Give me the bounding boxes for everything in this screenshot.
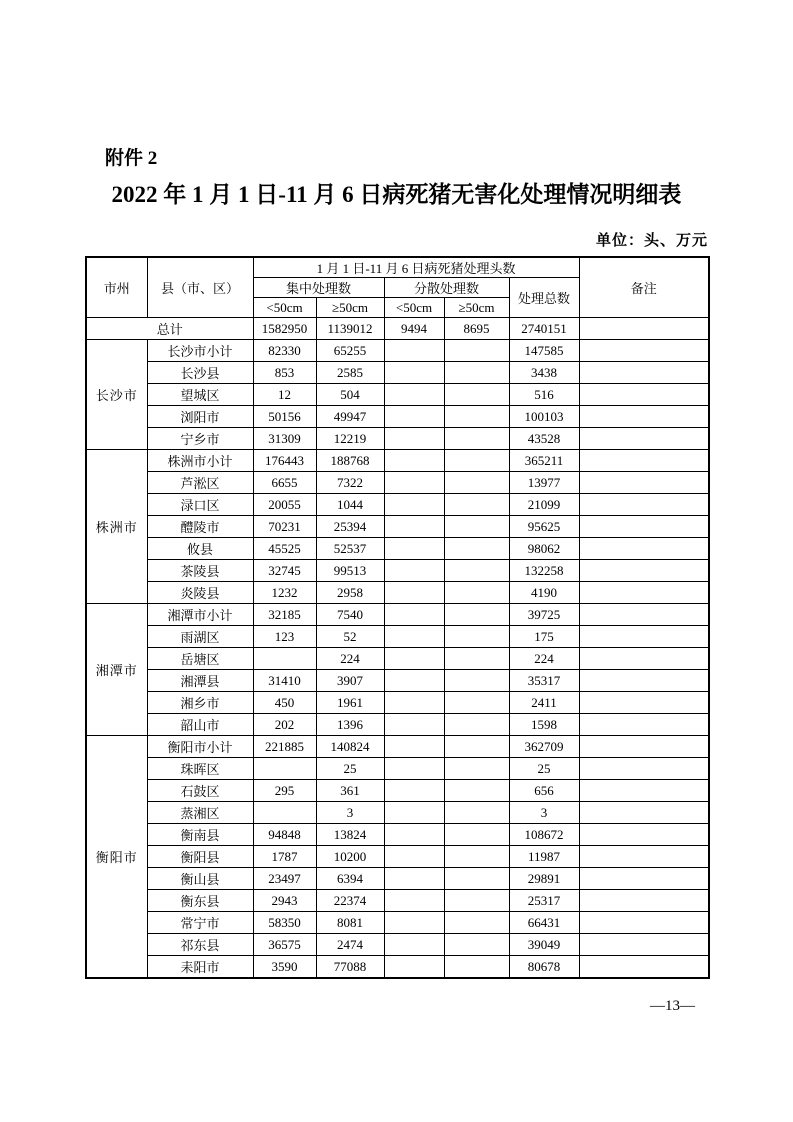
table-row: [86, 802, 709, 824]
cell-value: 8081: [316, 912, 384, 934]
cell-value: [384, 802, 444, 824]
cell-county: 蒸湘区: [147, 802, 253, 824]
cell-value: 2740151: [509, 318, 579, 340]
table-header: [86, 257, 709, 318]
cell-value: 43528: [509, 428, 579, 450]
cell-county: 长沙市小计: [147, 340, 253, 362]
cell-value: 2411: [509, 692, 579, 714]
cell-remark: [579, 758, 709, 780]
table-row: [86, 956, 709, 979]
cell-value: 7540: [316, 604, 384, 626]
cell-county: 炎陵县: [147, 582, 253, 604]
cell-value: [444, 516, 509, 538]
cell-value: [384, 692, 444, 714]
cell-value: [444, 538, 509, 560]
attachment-label: 附件 2: [105, 148, 158, 169]
table-row: [86, 824, 709, 846]
cell-value: [444, 846, 509, 868]
cell-value: [384, 560, 444, 582]
cell-value: 35317: [509, 670, 579, 692]
cell-remark: [579, 802, 709, 824]
header-centralized: 集中处理数: [253, 278, 384, 298]
cell-remark: [579, 428, 709, 450]
cell-value: [384, 670, 444, 692]
cell-county: 长沙县: [147, 362, 253, 384]
cell-value: [384, 406, 444, 428]
cell-value: 36575: [253, 934, 316, 956]
cell-value: 25394: [316, 516, 384, 538]
cell-value: 3907: [316, 670, 384, 692]
table-row: [86, 648, 709, 670]
cell-value: [384, 736, 444, 758]
table-row: [86, 736, 709, 758]
cell-value: [384, 868, 444, 890]
cell-value: 656: [509, 780, 579, 802]
cell-value: [384, 582, 444, 604]
cell-value: [444, 428, 509, 450]
cell-value: [384, 516, 444, 538]
cell-total-label: 总计: [86, 318, 253, 340]
cell-remark: [579, 384, 709, 406]
cell-value: 66431: [509, 912, 579, 934]
cell-value: [444, 406, 509, 428]
cell-value: 3: [316, 802, 384, 824]
cell-value: 70231: [253, 516, 316, 538]
header-scattered: 分散处理数: [384, 278, 509, 298]
cell-value: [384, 824, 444, 846]
cell-value: [444, 450, 509, 472]
cell-value: 39725: [509, 604, 579, 626]
cell-value: 25317: [509, 890, 579, 912]
cell-value: [253, 648, 316, 670]
header-row-1: [86, 257, 709, 278]
disposal-table: [85, 256, 710, 979]
cell-value: 853: [253, 362, 316, 384]
cell-value: 13824: [316, 824, 384, 846]
cell-value: [444, 780, 509, 802]
cell-value: [384, 494, 444, 516]
cell-county: 湘乡市: [147, 692, 253, 714]
cell-value: 147585: [509, 340, 579, 362]
cell-value: 123: [253, 626, 316, 648]
table-body: [86, 318, 709, 979]
cell-county: 湘潭市小计: [147, 604, 253, 626]
cell-city: 长沙市: [86, 340, 147, 450]
cell-value: 2943: [253, 890, 316, 912]
cell-city: 衡阳市: [86, 736, 147, 979]
cell-remark: [579, 956, 709, 979]
cell-county: 衡阳县: [147, 846, 253, 868]
table-row: [86, 934, 709, 956]
cell-county: 芦淞区: [147, 472, 253, 494]
table-row: [86, 560, 709, 582]
cell-value: 132258: [509, 560, 579, 582]
cell-value: 2474: [316, 934, 384, 956]
cell-value: 175: [509, 626, 579, 648]
cell-remark: [579, 934, 709, 956]
table-row: [86, 780, 709, 802]
cell-remark: [579, 450, 709, 472]
cell-value: [444, 824, 509, 846]
cell-value: [444, 362, 509, 384]
cell-value: 4190: [509, 582, 579, 604]
cell-county: 祁东县: [147, 934, 253, 956]
cell-value: [384, 450, 444, 472]
unit-note: 单位：头、万元: [595, 233, 708, 249]
cell-value: 176443: [253, 450, 316, 472]
cell-value: 7322: [316, 472, 384, 494]
cell-value: 202: [253, 714, 316, 736]
cell-value: 450: [253, 692, 316, 714]
cell-county: 衡东县: [147, 890, 253, 912]
cell-value: 80678: [509, 956, 579, 979]
header-lt50-centralized: <50cm: [253, 298, 316, 318]
cell-value: 3438: [509, 362, 579, 384]
cell-value: 52537: [316, 538, 384, 560]
cell-remark: [579, 516, 709, 538]
cell-value: 98062: [509, 538, 579, 560]
cell-value: 224: [316, 648, 384, 670]
cell-county: 石鼓区: [147, 780, 253, 802]
table-row: [86, 384, 709, 406]
cell-value: [384, 626, 444, 648]
cell-value: [384, 648, 444, 670]
cell-value: 49947: [316, 406, 384, 428]
table-row: [86, 538, 709, 560]
cell-value: 108672: [509, 824, 579, 846]
header-county: 县（市、区）: [147, 257, 253, 318]
cell-value: [444, 868, 509, 890]
cell-value: 12219: [316, 428, 384, 450]
table-row: [86, 890, 709, 912]
cell-value: 12: [253, 384, 316, 406]
cell-value: [444, 582, 509, 604]
page-title: 2022 年 1 月 1 日-11 月 6 日病死猪无害化处理情况明细表: [111, 182, 682, 207]
cell-remark: [579, 494, 709, 516]
cell-value: 45525: [253, 538, 316, 560]
cell-value: [444, 340, 509, 362]
cell-value: 58350: [253, 912, 316, 934]
cell-value: [384, 362, 444, 384]
cell-value: 99513: [316, 560, 384, 582]
cell-county: 望城区: [147, 384, 253, 406]
cell-value: 31410: [253, 670, 316, 692]
table-row: [86, 912, 709, 934]
cell-value: [444, 912, 509, 934]
cell-value: 224: [509, 648, 579, 670]
table-row: [86, 868, 709, 890]
cell-value: 20055: [253, 494, 316, 516]
cell-value: 3: [509, 802, 579, 824]
cell-county: 醴陵市: [147, 516, 253, 538]
table-row: [86, 582, 709, 604]
cell-value: [384, 428, 444, 450]
cell-value: [384, 604, 444, 626]
table-row: [86, 516, 709, 538]
cell-value: 365211: [509, 450, 579, 472]
cell-value: [444, 692, 509, 714]
cell-county: 耒阳市: [147, 956, 253, 979]
cell-value: 1598: [509, 714, 579, 736]
cell-remark: [579, 736, 709, 758]
cell-remark: [579, 626, 709, 648]
cell-value: 1232: [253, 582, 316, 604]
cell-value: 39049: [509, 934, 579, 956]
table-row: [86, 670, 709, 692]
cell-value: 11987: [509, 846, 579, 868]
cell-county: 宁乡市: [147, 428, 253, 450]
cell-value: [384, 384, 444, 406]
cell-remark: [579, 538, 709, 560]
cell-county: 衡阳市小计: [147, 736, 253, 758]
cell-value: [253, 758, 316, 780]
cell-value: 22374: [316, 890, 384, 912]
cell-value: [384, 472, 444, 494]
header-lt50-scattered: <50cm: [384, 298, 444, 318]
cell-value: [444, 670, 509, 692]
table-row: [86, 692, 709, 714]
table-row: [86, 604, 709, 626]
cell-remark: [579, 824, 709, 846]
cell-value: 361: [316, 780, 384, 802]
cell-county: 衡南县: [147, 824, 253, 846]
cell-value: 50156: [253, 406, 316, 428]
cell-value: 6394: [316, 868, 384, 890]
cell-remark: [579, 318, 709, 340]
cell-value: [444, 626, 509, 648]
cell-value: 13977: [509, 472, 579, 494]
cell-value: 32185: [253, 604, 316, 626]
cell-remark: [579, 780, 709, 802]
cell-value: 25: [316, 758, 384, 780]
cell-value: [444, 494, 509, 516]
cell-value: 77088: [316, 956, 384, 979]
cell-value: [384, 912, 444, 934]
header-city: 市州: [86, 257, 147, 318]
table-row: [86, 714, 709, 736]
cell-remark: [579, 890, 709, 912]
cell-county: 浏阳市: [147, 406, 253, 428]
cell-value: 100103: [509, 406, 579, 428]
cell-remark: [579, 472, 709, 494]
cell-value: [384, 934, 444, 956]
cell-value: [444, 758, 509, 780]
cell-value: 504: [316, 384, 384, 406]
cell-value: [444, 956, 509, 979]
cell-value: 65255: [316, 340, 384, 362]
cell-value: 21099: [509, 494, 579, 516]
table-row: [86, 626, 709, 648]
cell-value: 8695: [444, 318, 509, 340]
cell-value: [384, 758, 444, 780]
cell-value: 2585: [316, 362, 384, 384]
cell-value: 52: [316, 626, 384, 648]
cell-value: 1961: [316, 692, 384, 714]
cell-county: 湘潭县: [147, 670, 253, 692]
cell-value: 1396: [316, 714, 384, 736]
cell-value: 1582950: [253, 318, 316, 340]
cell-value: [444, 648, 509, 670]
cell-value: 94848: [253, 824, 316, 846]
cell-value: [444, 384, 509, 406]
cell-remark: [579, 714, 709, 736]
cell-value: [384, 890, 444, 912]
cell-value: 31309: [253, 428, 316, 450]
cell-value: [444, 802, 509, 824]
cell-value: 295: [253, 780, 316, 802]
cell-value: 95625: [509, 516, 579, 538]
table-row: [86, 362, 709, 384]
header-total: 处理总数: [509, 278, 579, 318]
cell-value: 9494: [384, 318, 444, 340]
cell-value: [444, 934, 509, 956]
cell-county: 茶陵县: [147, 560, 253, 582]
table-row-total: [86, 318, 709, 340]
cell-county: 株洲市小计: [147, 450, 253, 472]
cell-value: 32745: [253, 560, 316, 582]
header-gte50-centralized: ≥50cm: [316, 298, 384, 318]
cell-value: [384, 780, 444, 802]
cell-remark: [579, 670, 709, 692]
cell-value: [444, 604, 509, 626]
cell-value: 362709: [509, 736, 579, 758]
table-row: [86, 846, 709, 868]
cell-value: 82330: [253, 340, 316, 362]
cell-value: 3590: [253, 956, 316, 979]
cell-value: 1044: [316, 494, 384, 516]
cell-county: 攸县: [147, 538, 253, 560]
cell-value: [444, 736, 509, 758]
table-row: [86, 340, 709, 362]
cell-value: [444, 472, 509, 494]
cell-city: 湘潭市: [86, 604, 147, 736]
cell-value: 221885: [253, 736, 316, 758]
cell-value: 1139012: [316, 318, 384, 340]
cell-value: 188768: [316, 450, 384, 472]
cell-value: 516: [509, 384, 579, 406]
table-row: [86, 758, 709, 780]
page-number: —13—: [650, 998, 695, 1014]
header-remarks: 备注: [579, 257, 709, 318]
table-row: [86, 428, 709, 450]
header-gte50-scattered: ≥50cm: [444, 298, 509, 318]
table-row: [86, 472, 709, 494]
cell-value: [384, 714, 444, 736]
cell-value: [384, 340, 444, 362]
cell-value: 140824: [316, 736, 384, 758]
table-row: [86, 450, 709, 472]
cell-value: [384, 956, 444, 979]
cell-value: [444, 714, 509, 736]
cell-remark: [579, 406, 709, 428]
cell-value: [444, 890, 509, 912]
table-row: [86, 406, 709, 428]
table-row: [86, 494, 709, 516]
cell-remark: [579, 340, 709, 362]
cell-county: 珠晖区: [147, 758, 253, 780]
cell-city: 株洲市: [86, 450, 147, 604]
cell-remark: [579, 582, 709, 604]
cell-remark: [579, 846, 709, 868]
cell-value: 29891: [509, 868, 579, 890]
cell-value: [444, 560, 509, 582]
cell-county: 渌口区: [147, 494, 253, 516]
cell-remark: [579, 362, 709, 384]
cell-remark: [579, 692, 709, 714]
cell-county: 韶山市: [147, 714, 253, 736]
cell-remark: [579, 648, 709, 670]
cell-value: 2958: [316, 582, 384, 604]
cell-county: 雨湖区: [147, 626, 253, 648]
cell-value: [384, 538, 444, 560]
cell-remark: [579, 868, 709, 890]
cell-value: 6655: [253, 472, 316, 494]
cell-value: [384, 846, 444, 868]
cell-value: 10200: [316, 846, 384, 868]
cell-county: 常宁市: [147, 912, 253, 934]
cell-county: 岳塘区: [147, 648, 253, 670]
cell-remark: [579, 604, 709, 626]
cell-remark: [579, 912, 709, 934]
cell-county: 衡山县: [147, 868, 253, 890]
cell-remark: [579, 560, 709, 582]
header-span-title: 1 月 1 日-11 月 6 日病死猪处理头数: [253, 257, 579, 278]
cell-value: 23497: [253, 868, 316, 890]
cell-value: 1787: [253, 846, 316, 868]
cell-value: 25: [509, 758, 579, 780]
cell-value: [253, 802, 316, 824]
